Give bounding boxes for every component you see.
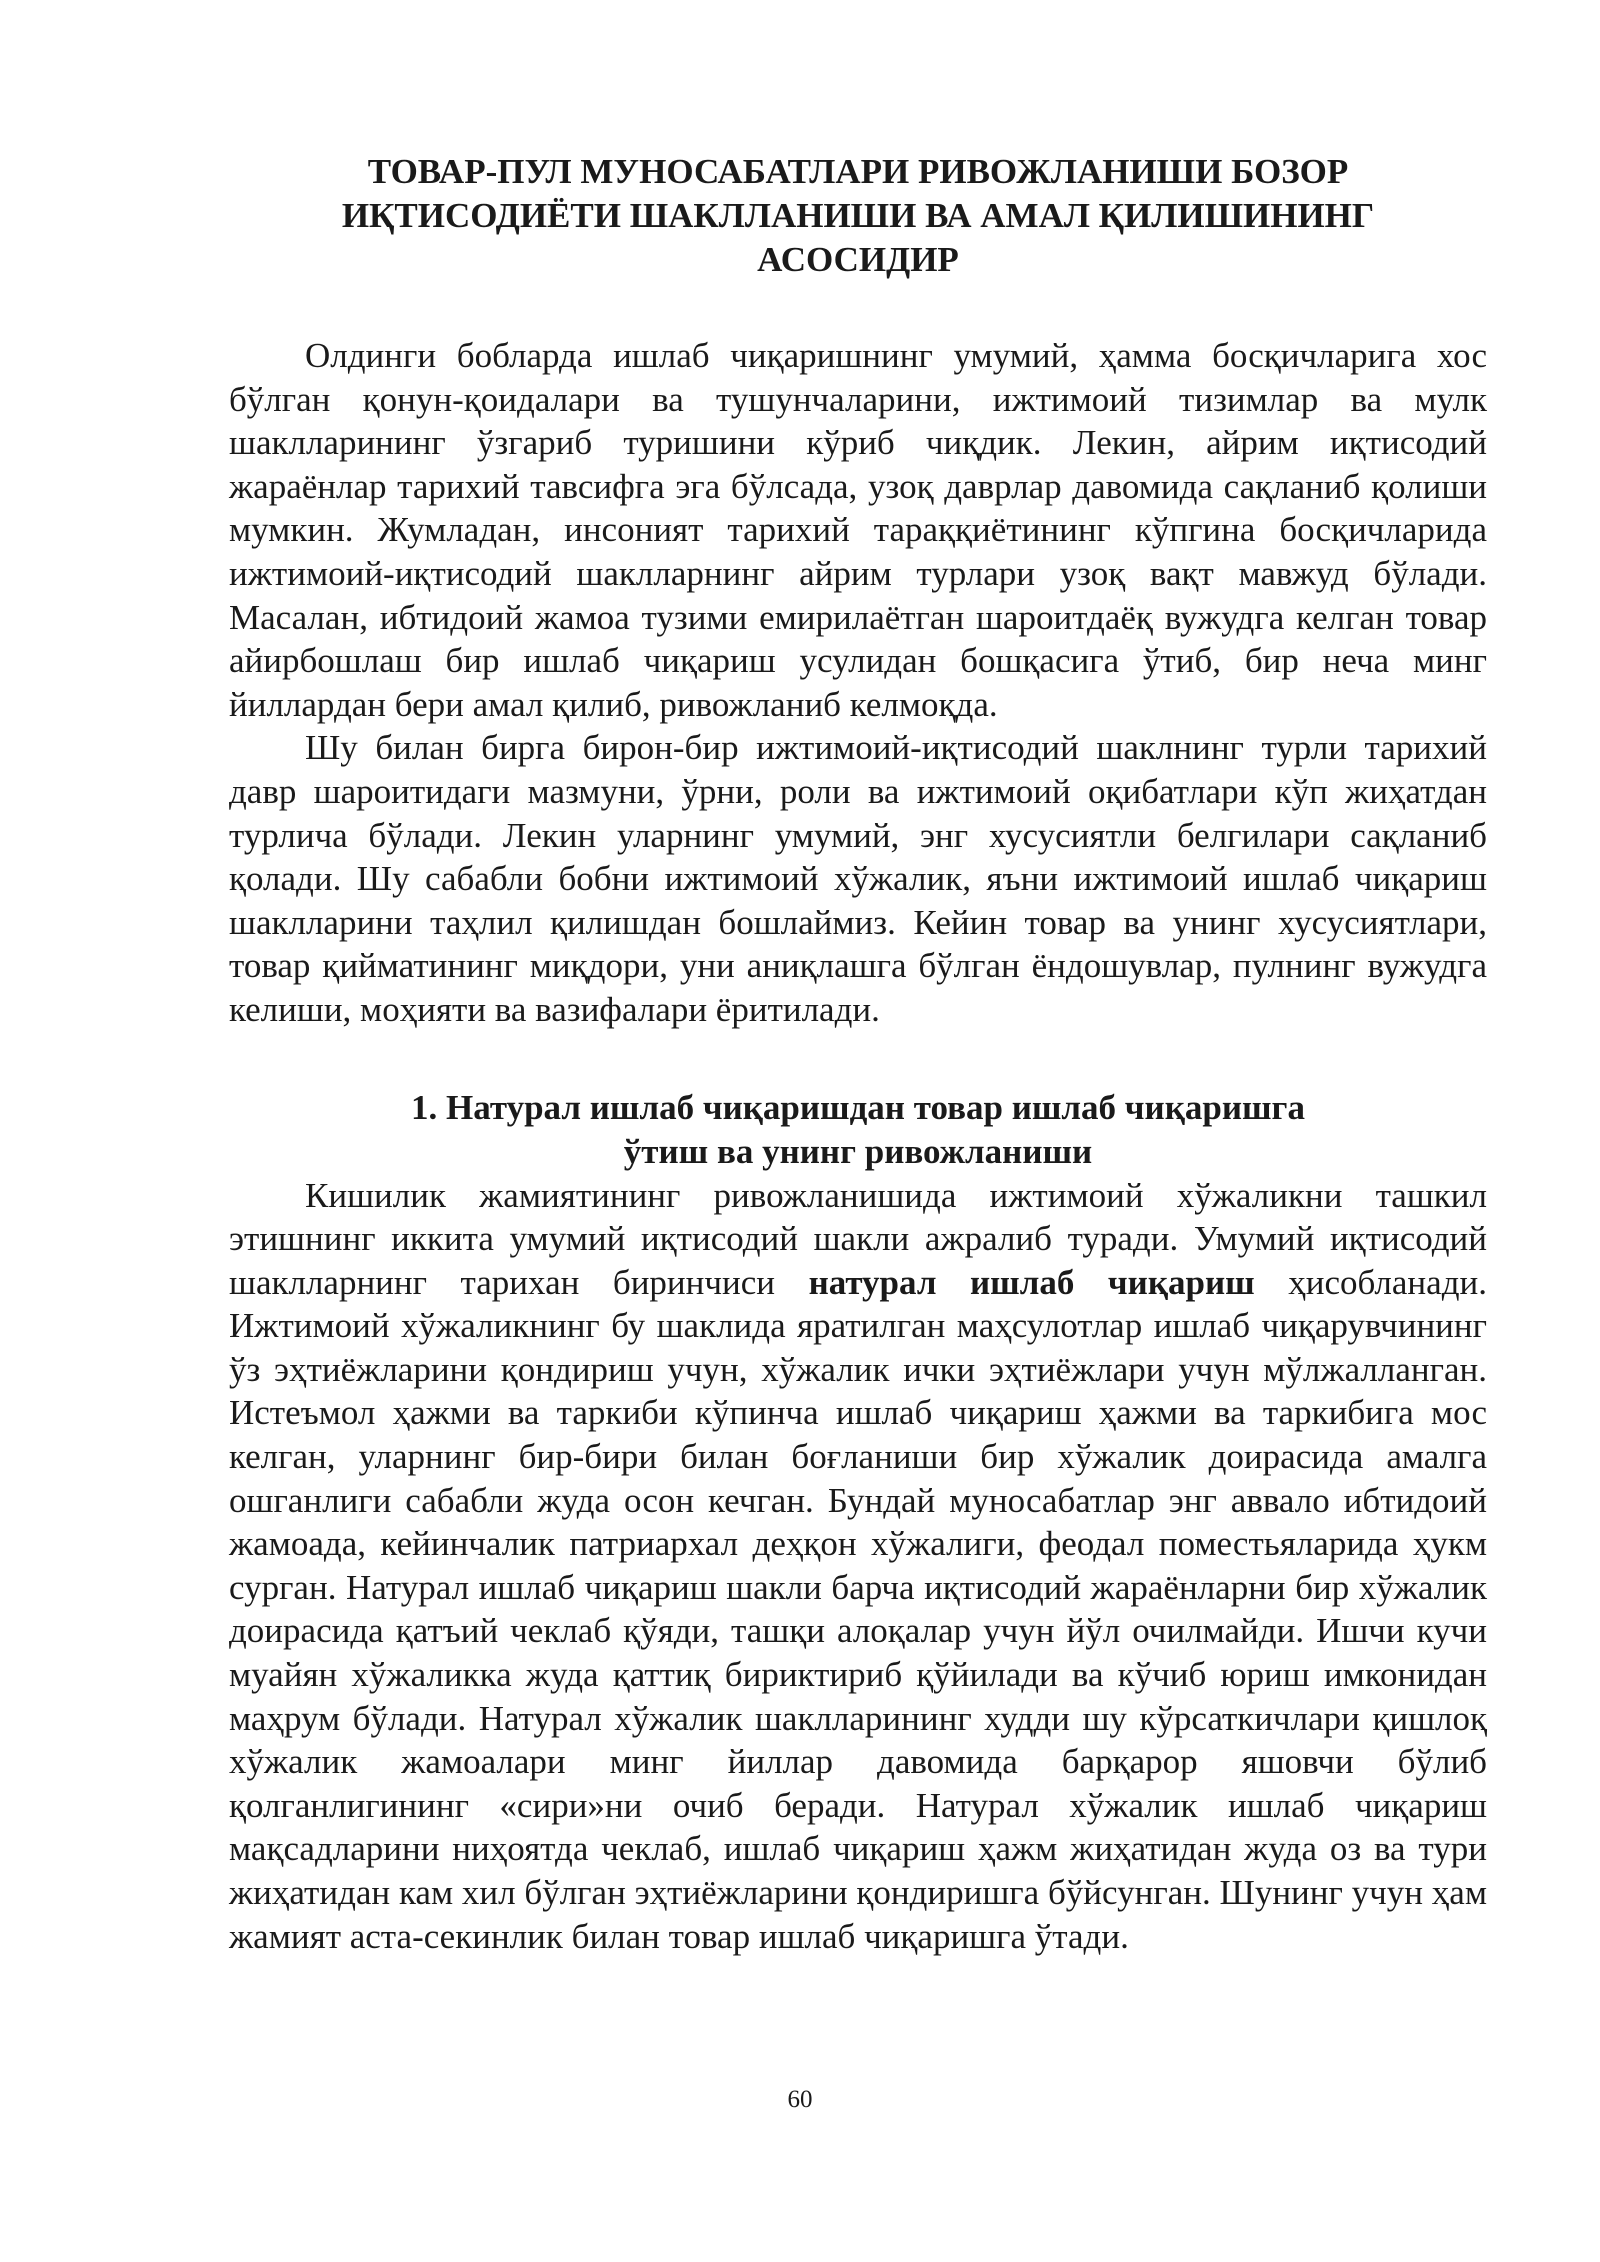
section-paragraph-text-start: Кишилик жамиятининг ривожланишида ижтимоий хўжаликни ташкил этишнинг иккита умумий иқтисодий шакли ажралиб туради. Умумий иқтисодий шаклларнинг тарихан биринчиси	[229, 1175, 1487, 1302]
chapter-title-line-2: ИҚТИСОДИЁТИ ШАКЛЛАНИШИ ВА АМАЛ ҚИЛИШИНИНГ	[341, 196, 1375, 235]
section-paragraph-text-end: ҳисобланади. Ижтимоий хўжаликнинг бу шаклида яратилган маҳсулотлар ишлаб чиқарувчининг ўз эҳтиёжларини қондириш учун, хўжалик ички эҳтиёжлари учун мўлжалланган. Истеъмол ҳажми ва таркиби кўпинча ишлаб чиқариш ҳажми ва таркибига мос келган, уларнинг бир-бири билан боғланиши бир хўжалик доирасида амалга ошганлиги сабабли жуда осон кечган. Бундай муносабатлар энг аввало ибтидоий жамоада, кейинчалик патриархал деҳқон хўжалиги, феодал поместьяларида ҳукм сурган. Натурал ишлаб чиқариш шакли барча иқтисодий жараёнларни бир хўжалик доирасида қатъий чеклаб қўяди, ташқи алоқалар учун йўл очилмайди. Ишчи кучи муайян хўжаликка жуда қаттиқ бириктириб қўйилади ва кўчиб юриш имконидан маҳрум бўлади. Натурал хўжалик шаклларининг худди шу кўрсаткичлари қишлоқ хўжалик жамоалари минг йиллар давомида барқарор яшовчи бўлиб қолганлигининг «сири»ни очиб беради. Натурал хўжалик ишлаб чиқариш мақсадларини ниҳоятда чеклаб, ишлаб чиқариш ҳажм жиҳатидан жуда оз ва тури жиҳатидан кам хил бўлган эҳтиёжларини қондиришга бўйсунган. Шунинг учун ҳам жамият аста-секинлик билан товар ишлаб чиқаришга ўтади.	[229, 1262, 1487, 1956]
section-title	[229, 1086, 1487, 1174]
chapter-title-line-1: ТОВАР-ПУЛ МУНОСАБАТЛАРИ РИВОЖЛАНИШИ БОЗОР	[367, 152, 1349, 191]
intro-paragraph-1: Олдинги бобларда ишлаб чиқаришнинг умумий, ҳамма босқичларига хос бўлган қонун-қоидалари ва тушунчаларини, ижтимоий тизимлар ва мулк шаклларининг ўзгариб туришини кўриб чиқдик. Лекин, айрим иқтисодий жараёнлар тарихий тавсифга эга бўлсада, узоқ даврлар давомида сақланиб қолиши мумкин. Жумладан, инсоният тарихий тараққиётининг кўпгина босқичларида ижтимоий-иқтисодий шаклларнинг айрим турлари узоқ вақт мавжуд бўлади. Масалан, ибтидоий жамоа тузими емирилаётган шароитдаёқ вужудга келган товар айирбошлаш бир ишлаб чиқариш усулидан бошқасига ўтиб, бир неча минг йиллардан бери амал қилиб, ривожланиб келмоқда.	[229, 336, 1487, 724]
section-title-line-2: ўтиш ва унинг ривожланиши	[623, 1131, 1093, 1171]
key-term: натурал ишлаб чиқариш	[808, 1262, 1255, 1302]
section-title-line-1: 1. Натурал ишлаб чиқаришдан товар ишлаб чиқаришга	[411, 1087, 1305, 1127]
page-number: 60	[787, 2086, 813, 2113]
chapter-title-line-3: АСОСИДИР	[757, 240, 959, 279]
section-paragraph	[229, 1174, 1487, 1959]
document-page	[229, 150, 1487, 1958]
chapter-title	[229, 150, 1487, 282]
intro-paragraph-2: Шу билан бирга бирон-бир ижтимоий-иқтисодий шаклнинг турли тарихий давр шароитидаги мазмуни, ўрни, роли ва ижтимоий оқибатлари кўп жиҳатдан турлича бўлади. Лекин уларнинг умумий, энг хусусиятли белгилари сақланиб қолади. Шу сабабли бобни ижтимоий хўжалик, яъни ижтимоий ишлаб чиқариш шаклларини таҳлил қилишдан бошлаймиз. Кейин товар ва унинг хусусиятлари, товар қийматининг миқдори, уни аниқлашга бўлган ёндошувлар, пулнинг вужудга келиши, моҳияти ва вазифалари ёритилади.	[229, 728, 1487, 1029]
